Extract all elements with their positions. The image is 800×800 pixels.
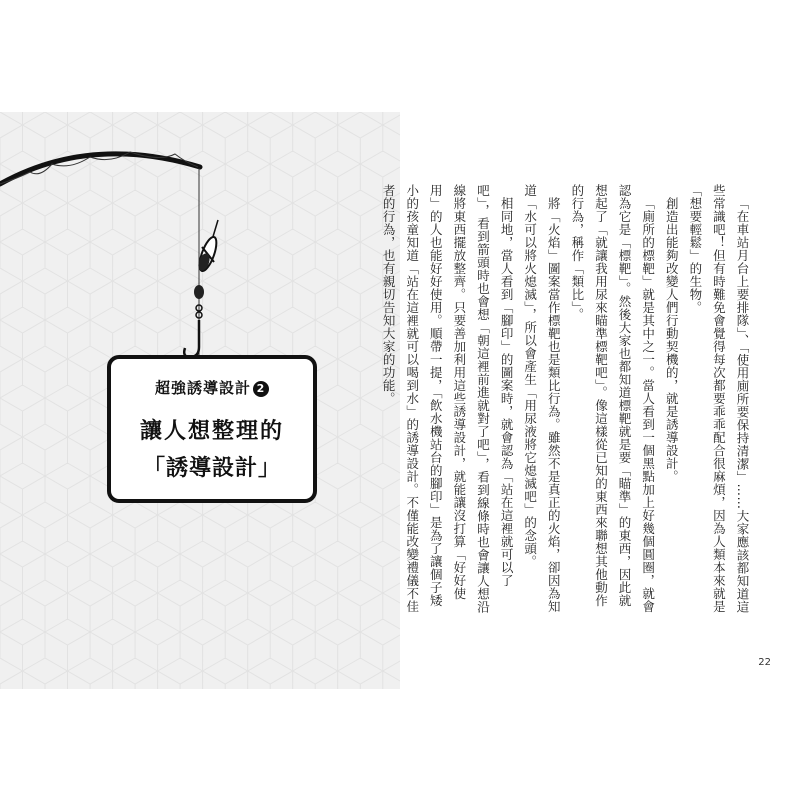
hanging-sign xyxy=(107,355,317,503)
paragraph: 「廁所的標靶」就是其中之一。當人看到一個黑點加上好幾個圓圈，就會認為它是「標靶」。然後大家也都知道標靶就是要「瞄準」的東西，因此就想起了「就讓我用尿來瞄準標靶吧」。像這樣從已知的東西來聯想其他動作的行為，稱作「類比」。 xyxy=(569,184,656,613)
float-icon xyxy=(196,220,220,273)
paragraph: 將「火焰」圖案當作標靶也是類比行為。雖然不是真正的火焰，卻因為知道「水可以將火熄滅」，所以會產生「用尿液將它熄滅吧」的念頭。 xyxy=(522,184,562,613)
sign-title-line2: 「誘導設計」 xyxy=(142,456,281,481)
paragraph: 「在車站月台上要排隊」、「使用廁所要保持清潔」……大家應該都知道這些常識吧！但有時難免會覺得每次都要乖乖配合很麻煩，因為人類本來就是「想要輕鬆」的生物。 xyxy=(687,184,750,613)
sign-subtitle xyxy=(111,377,313,398)
body-text xyxy=(377,184,755,614)
paragraph: 相同地，當人看到「腳印」的圖案時，就會認為「站在這裡就可以了吧」，看到箭頭時也會想「朝這裡前進就對了吧」，看到線條時也會讓人想沿線將東西擺放整齊。只要善加利用這些誘導設計，就能讓沒打算「好好使用」的人也能好好使用。順帶一提，「飲水機站台的腳印」是為了讓個子矮小的孩童知道「站在這裡就可以喝到水」的誘導設計。不僅能改變禮儀不佳者的行為，也有親切告知大家的功能。 xyxy=(381,184,515,614)
paragraph: 創造出能夠改變人們行動契機的，就是誘導設計。 xyxy=(664,196,680,483)
page-number: 22 xyxy=(758,657,771,668)
text-page xyxy=(381,112,800,689)
sign-number-badge: 2 xyxy=(253,381,269,397)
sign-subtitle-text: 超強誘導設計 xyxy=(154,379,251,397)
sign-title-line1: 讓人想整理的 xyxy=(139,419,284,444)
